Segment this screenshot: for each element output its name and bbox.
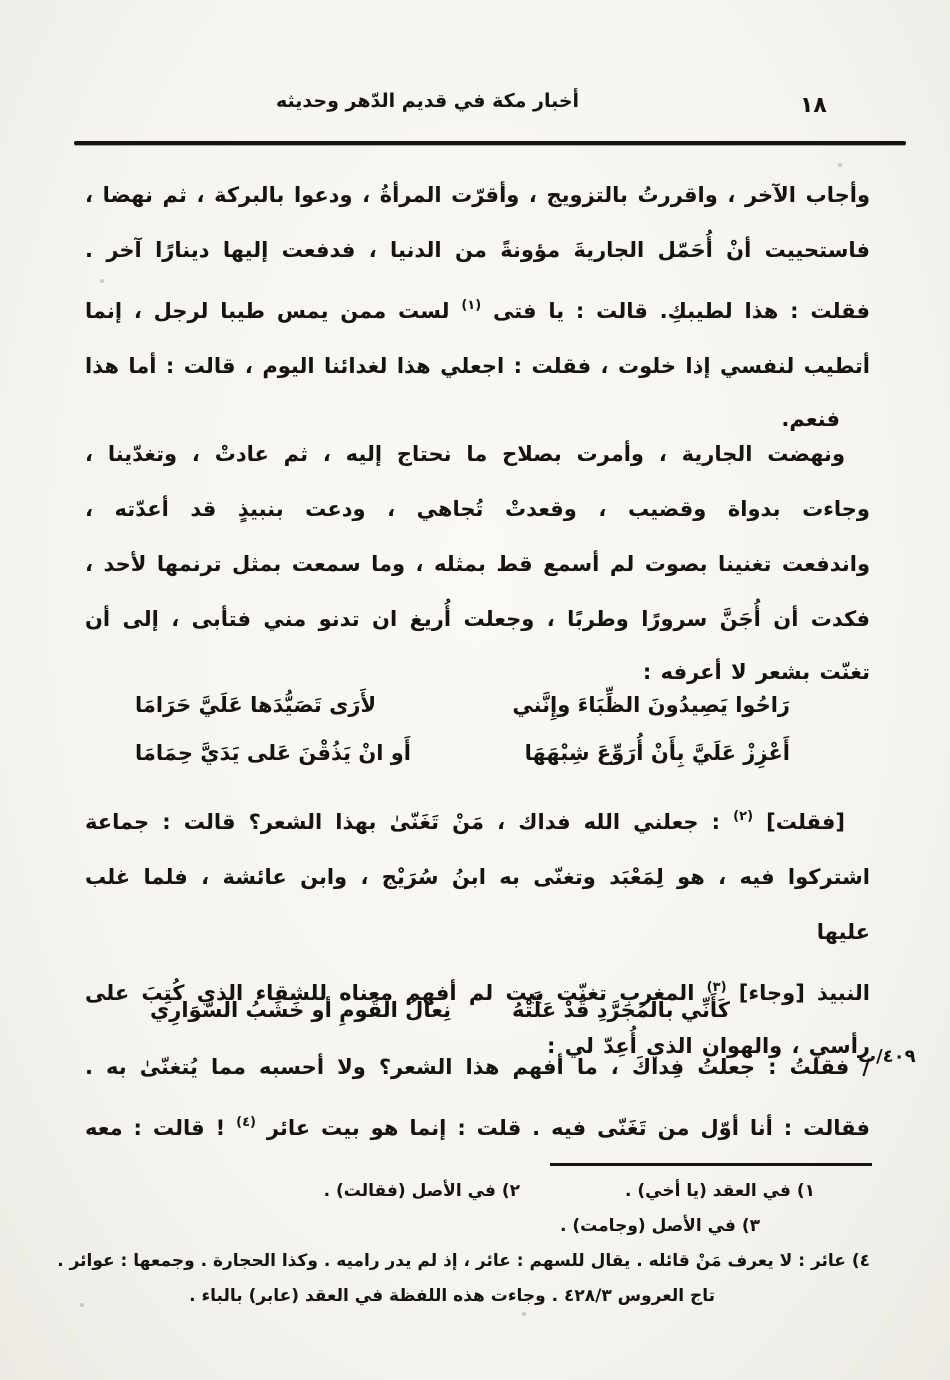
text-line-6: ونهضت الجارية ، وأمرت بصلاح ما نحتاج إليه ، ثم عادتْ ، وتغدّينا ، xyxy=(85,442,845,466)
footnote-ref-3: (٣) xyxy=(706,980,727,995)
hemistich-right: أَعْزِزْ عَلَيَّ بِأَنْ أُرَوِّعَ شِبْهَهَا xyxy=(524,741,790,765)
folio-margin-note: ٤٠٩/ب xyxy=(858,1046,916,1067)
line-segment: لست ممن يمس طيبا لرجل ، إنما xyxy=(85,299,462,323)
body-paragraph-4 xyxy=(85,1040,870,1156)
scan-speck xyxy=(100,279,104,283)
text-line-2: فاستحييت أنْ أُحَمّل الجاريةَ مؤونةً من الدنيا ، فدفعت إليها دينارًا آخر . xyxy=(85,238,870,262)
footnote-1: ١) في العقد (يا أخي) . xyxy=(625,1181,815,1201)
running-title: أخبار مكة في قديم الدّهر وحديثه xyxy=(276,90,580,112)
scan-speck xyxy=(838,163,842,167)
text-line-5: فنعم. xyxy=(781,407,840,431)
line-segment: [فقلت] xyxy=(753,810,845,834)
footnotes-block xyxy=(57,1174,870,1314)
footnote-ref-1: (١) xyxy=(461,298,482,313)
text-line-8: واندفعت تغنينا بصوت لم أسمع قط بمثله ، وما سمعت بمثل ترنمها لأحد ، xyxy=(85,552,870,576)
text-line-3 xyxy=(85,278,870,339)
text-line-9: فكدت أن أُجَنَّ سرورًا وطربًا ، وجعلت أُريغ ان تدنو مني فتأبى ، إلى أن xyxy=(85,607,870,631)
line-segment: النبيذ [وجاء] xyxy=(726,981,870,1005)
body-paragraph-1 xyxy=(85,168,870,444)
footnote-4-line-1: ٤) عائر : لا يعرف مَنْ قائله . يقال للسهم : عائر ، إذ لم يدر راميه . وكذا الحجارة . وجمعها : عوائر . xyxy=(57,1251,870,1271)
poem-single-verse xyxy=(150,986,730,1034)
line-segment: فقالت : أنا أوّل من تَغَنّى فيه . قلت : إنما هو بيت عائر xyxy=(255,1116,870,1140)
poem-verse-2 xyxy=(135,729,790,777)
text-line-12: اشتركوا فيه ، هو لِمَعْبَد وتغنّى به ابنُ سُرَيْج ، وابن عائشة ، فلما غلب عليها xyxy=(85,865,870,944)
footnote-2: ٢) في الأصل (فقالت) . xyxy=(323,1181,520,1201)
scan-speck xyxy=(522,1312,526,1316)
line-segment: ! قالت : معه xyxy=(85,1116,237,1140)
footnote-divider xyxy=(550,1163,872,1166)
footnote-3: ٣) في الأصل (وجامت) . xyxy=(560,1216,760,1236)
text-line-14: رأسي ، والهوان الذي أُعِدّ لي : xyxy=(547,1034,870,1058)
hemistich-right: كَأَنِّي بالمُجَرَّدِ قَدْ عَلَّتْهُ xyxy=(512,998,730,1022)
body-paragraph-2 xyxy=(85,427,870,697)
text-line-15: / فقلتُ : جعلتُ فِداكَ ، ما أفهم هذا الشعر؟ ولا أحسبه مما يُتغنّىٰ به . xyxy=(85,1055,870,1079)
text-line-7: وجاءت بدواة وقضيب ، وقعدتْ تُجاهي ، ودعت بنبيذٍ قد أعدّته ، xyxy=(85,497,870,521)
text-line-1: وأجاب الآخر ، واقررتُ بالتزويج ، وأقرّت المرأةُ ، ودعوا بالبركة ، ثم نهضا ، xyxy=(85,183,870,207)
poem-verse-3 xyxy=(150,986,730,1034)
hemistich-left: لأَرَى تَصَيُّدَها عَلَيَّ حَرَامَا xyxy=(135,693,377,717)
scan-speck xyxy=(80,1303,84,1307)
hemistich-left: أَو انْ يَذُقْنَ عَلى يَدَيَّ حِمَامَا xyxy=(135,741,412,765)
text-line-10: تغنّت بشعر لا أعرفه : xyxy=(642,660,870,684)
hemistich-right: رَاحُوا يَصِيدُونَ الظِّبَاءَ وإِنَّني xyxy=(512,693,790,717)
footnote-ref-4: (٤) xyxy=(236,1115,256,1130)
footnote-row-1-2 xyxy=(85,1174,870,1209)
hemistich-left: نِعالُ القَومِ أو خَشَبُ السَّوَارِي xyxy=(150,998,451,1022)
text-line-16 xyxy=(85,1095,870,1156)
header-rule xyxy=(74,141,906,145)
page-number: ١٨ xyxy=(800,93,827,118)
footnote-4-line-2: تاج العروس ٤٢٨/٣ . وجاءت هذه اللفظة في العقد (عابر) بالباء . xyxy=(189,1286,715,1306)
text-line-4: أتطيب لنفسي إذا خلوت ، فقلت : اجعلي هذا لغدائنا اليوم ، قالت : أما هذا xyxy=(85,354,870,378)
line-segment: فقلت : هذا لطيبكِ. قالت : يا فتى xyxy=(481,299,871,323)
poem-verse-1 xyxy=(135,681,790,729)
footnote-ref-2: (٢) xyxy=(733,809,754,824)
text-line-11 xyxy=(85,789,870,850)
poem-couplet xyxy=(135,681,790,777)
line-segment: المغرب تغنّت بيت لم أفهم معناه للشقاء الذي كُتِبَ على xyxy=(85,981,707,1005)
line-segment: : جعلني الله فداك ، مَنْ تَغَنّىٰ بهذا الشعر؟ قالت : جماعة xyxy=(85,810,734,834)
